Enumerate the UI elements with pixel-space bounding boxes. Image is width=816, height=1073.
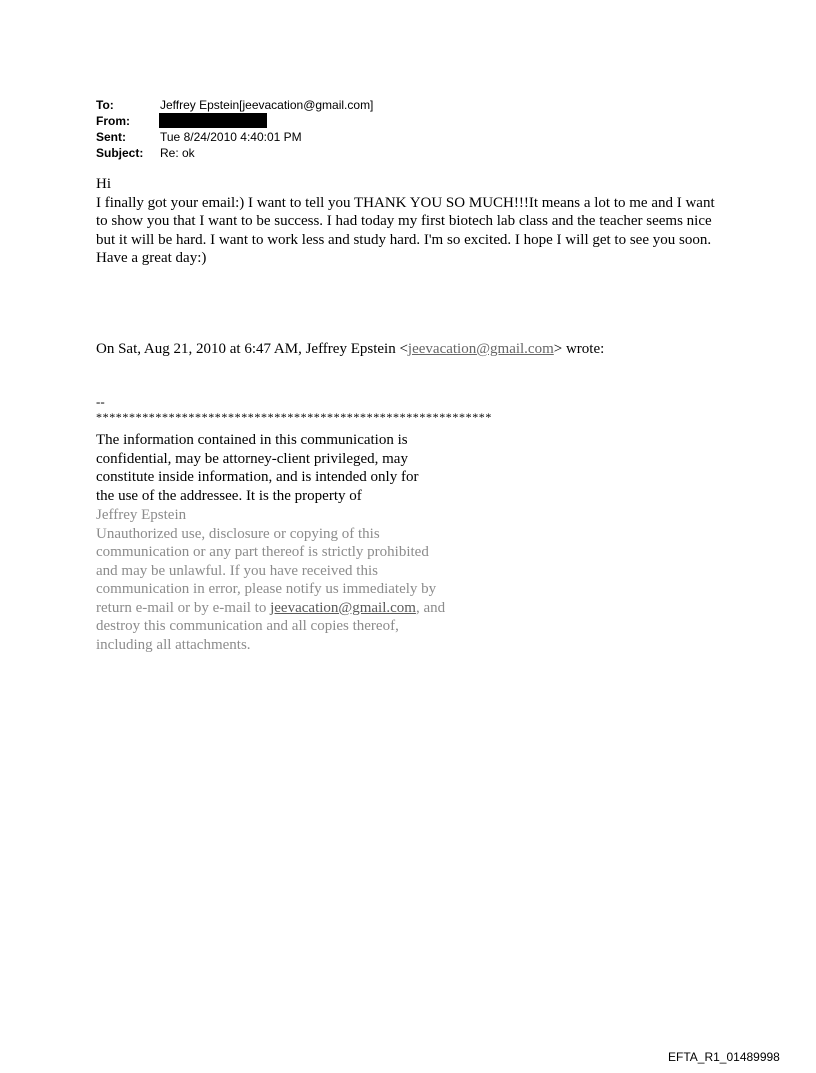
from-row [96,113,373,129]
disclaimer-line: Unauthorized use, disclosure or copying of this [96,525,380,542]
disclaimer-line: communication or any part thereof is strictly prohibited [96,544,429,560]
disclaimer-line: The information contained in this communication is [96,432,408,448]
disclaimer-line: communication in error, please notify us immediately by [96,581,437,597]
sent-label: Sent: [96,130,126,144]
body-paragraph: I finally got your email:) I want to tell you THANK YOU SO MUCH!!!It means a lot to me and I want to show you that I want to be success. I had today my first biotech lab class and the teacher seems nice but it will be hard. I want to work less and study hard. I'm so excited. I hope I will get to see you soon. [96,194,715,248]
disclaimer-return-line [96,599,476,618]
return-suffix: , and [415,599,446,616]
disclaimer-gray [96,506,476,654]
email-body [96,175,726,268]
closing-line: Have a great day:) [96,250,207,266]
disclaimer-email-link[interactable]: jeevacation@gmail.com [270,599,416,616]
disclaimer-black [96,431,456,505]
subject-label: Subject: [96,146,144,160]
from-redaction [159,113,267,128]
disclaimer-line: the use of the addressee. It is the property of [96,487,362,504]
subject-value: Re: ok [160,146,195,160]
greeting: Hi [96,176,111,192]
document-id: EFTA_R1_01489998 [668,1050,780,1064]
disclaimer-line: destroy this communication and all copies thereof, [96,618,399,634]
from-label: From: [96,114,130,128]
to-label: To: [96,98,114,112]
quote-attribution [96,340,604,358]
disclaimer-line: including all attachments. [96,636,251,653]
disclaimer-line: constitute inside information, and is intended only for [96,469,419,485]
sent-row [96,129,373,145]
quote-suffix: > wrote: [553,341,605,357]
signature-stars: ************************************************************ [96,410,492,424]
email-header [96,97,373,161]
subject-row [96,145,373,161]
return-prefix: return e-mail or by e-mail to [96,599,271,616]
disclaimer-line: and may be unlawful. If you have received this [96,562,378,579]
to-row [96,97,373,113]
quote-prefix: On Sat, Aug 21, 2010 at 6:47 AM, Jeffrey Epstein < [96,341,408,357]
disclaimer-line: confidential, may be attorney-client privileged, may [96,450,408,467]
quote-email-link[interactable]: jeevacation@gmail.com [407,341,554,357]
signature-separator: -- [96,394,105,409]
sent-value: Tue 8/24/2010 4:40:01 PM [160,130,302,144]
to-value: Jeffrey Epstein[jeevacation@gmail.com] [160,98,374,112]
disclaimer-line: Jeffrey Epstein [96,507,187,523]
